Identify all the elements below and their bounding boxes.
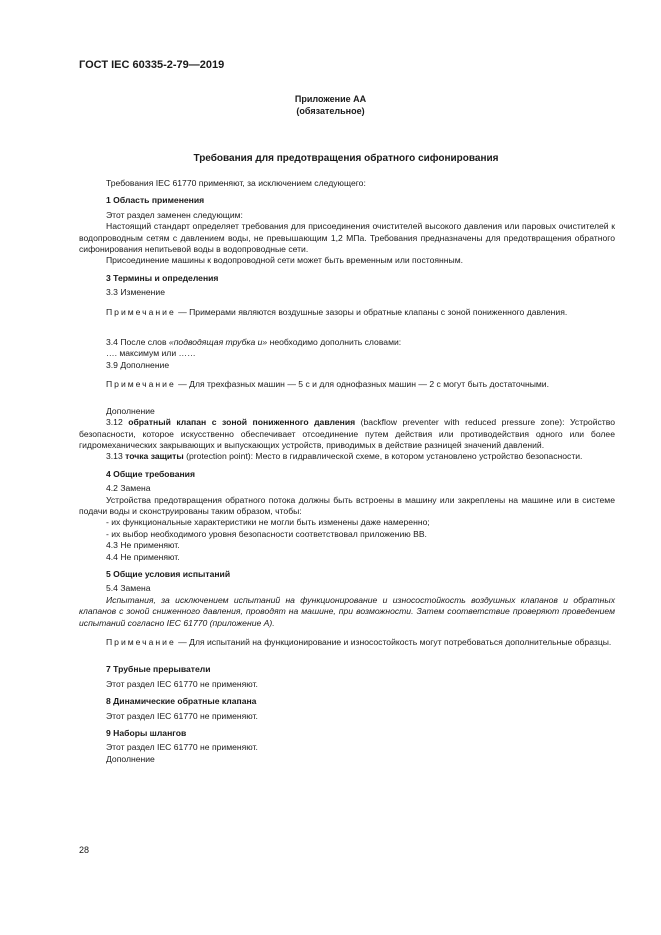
term-number: 3.13 xyxy=(106,451,126,462)
note-text: — Для испытаний на функционирование и износостойкость могут потребоваться дополнительные образцы. xyxy=(175,637,612,647)
section-7-heading: 7 Трубные прерыватели xyxy=(106,664,211,675)
section-4-heading: 4 Общие требования xyxy=(106,468,195,479)
section-4-text: 4.4 Не применяют. xyxy=(106,551,180,562)
section-3-heading: 3 Термины и определения xyxy=(106,272,219,283)
note-paragraph xyxy=(79,637,615,648)
document-header: ГОСТ IEC 60335-2-79—2019 xyxy=(79,59,225,71)
list-item: - их выбор необходимого уровня безопасности соответствовал приложению ВВ. xyxy=(106,528,427,539)
clause-3-4 xyxy=(79,337,615,348)
section-7-text: Этот раздел IEC 61770 не применяют. xyxy=(106,678,258,689)
section-5-subheading: 5.4 Замена xyxy=(106,583,151,594)
note-label: Примечание xyxy=(106,379,176,390)
section-9-heading: 9 Наборы шлангов xyxy=(106,728,187,739)
term-name: обратный клапан с зоной пониженного давления xyxy=(128,417,356,428)
term-definition: (protection point): Место в гидравлической схеме, в котором установлено устройство безопасности. xyxy=(183,451,583,462)
section-4-subheading: 4.2 Замена xyxy=(106,483,151,494)
intro-paragraph: Требования IEC 61770 применяют, за исключением следующего: xyxy=(106,178,366,188)
section-8-text: Этот раздел IEC 61770 не применяют. xyxy=(106,710,258,721)
section-3-addition: Дополнение xyxy=(106,405,155,416)
section-4-text: 4.3 Не применяют. xyxy=(106,540,180,551)
section-3-subheading: 3.3 Изменение xyxy=(106,287,165,298)
section-1-text: Настоящий стандарт определяет требования для присоединения очистителей высокого давления или паровых очистителей к водопроводным сетям с давлением воды, не превышающим 1,2 МПа. Требования предназначены для предотвращения обратного сифонирования непитьевой воды в водопроводные сети. xyxy=(79,221,615,255)
section-9-text: Этот раздел IEC 61770 не применяют. xyxy=(106,742,258,753)
note-text: — Примерами являются воздушные зазоры и обратные клапаны с зоной пониженного давления. xyxy=(175,306,568,317)
section-8-heading: 8 Динамические обратные клапана xyxy=(106,696,257,707)
list-item: - их функциональные характеристики не могли быть изменены даже намеренно; xyxy=(106,517,430,528)
section-5-heading: 5 Общие условия испытаний xyxy=(106,568,231,579)
term-number: 3.12 xyxy=(106,417,129,428)
note-paragraph xyxy=(79,307,615,318)
note-label: Примечание xyxy=(106,306,176,317)
note-text: — Для трехфазных машин — 5 с и для однофазных машин — 2 с могут быть достаточными. xyxy=(175,379,549,390)
section-5-italic-text: Испытания, за исключением испытаний на функционирование и износостойкость воздушных клапанов и обратных клапанов с зоной сниженного давления, проводят на машине, при возможности. Затем соответствие проверяют проведением испытаний согласно IEC 61770 (приложение А). xyxy=(79,594,615,628)
note-label: Примечание xyxy=(106,637,176,647)
section-1-heading: 1 Область применения xyxy=(106,195,205,206)
note-paragraph xyxy=(79,379,615,390)
annex-title: Приложение АА xyxy=(294,94,367,104)
term-definition: (backflow preventer with reduced pressure zone): Устройство безопасности, которое искусственно обеспечивает отсоединение путем действия или противодействия одного или более гидромеханических закрывающих и выпускающих устройств, приводимых в действие разницей значений давлений. xyxy=(79,417,615,450)
document-body xyxy=(79,178,615,765)
section-9-text: Дополнение xyxy=(106,753,155,764)
quoted-term: «подводящая трубка и» xyxy=(168,337,268,348)
clause-text: 3.4 После слов xyxy=(106,337,169,348)
clause-text: необходимо дополнить словами: xyxy=(267,337,402,348)
term-3-13 xyxy=(79,451,615,462)
section-3-subheading: 3.9 Дополнение xyxy=(106,359,170,370)
section-1-text: Присоединение машины к водопроводной сети может быть временным или постоянным. xyxy=(106,255,463,266)
term-3-12 xyxy=(79,417,615,451)
page-number: 28 xyxy=(79,845,90,855)
main-title: Требования для предотвращения обратного сифонирования xyxy=(193,153,499,164)
clause-3-4-insert: …. максимум или …… xyxy=(106,348,196,359)
section-4-text: Устройства предотвращения обратного потока должны быть встроены в машину или закреплены на машине или в системе подачи воды и сконструированы таким образом, чтобы: xyxy=(79,494,615,516)
section-1-text: Этот раздел заменен следующим: xyxy=(106,209,243,220)
term-name: точка защиты xyxy=(125,451,184,462)
annex-status: (обязательное) xyxy=(296,106,365,116)
